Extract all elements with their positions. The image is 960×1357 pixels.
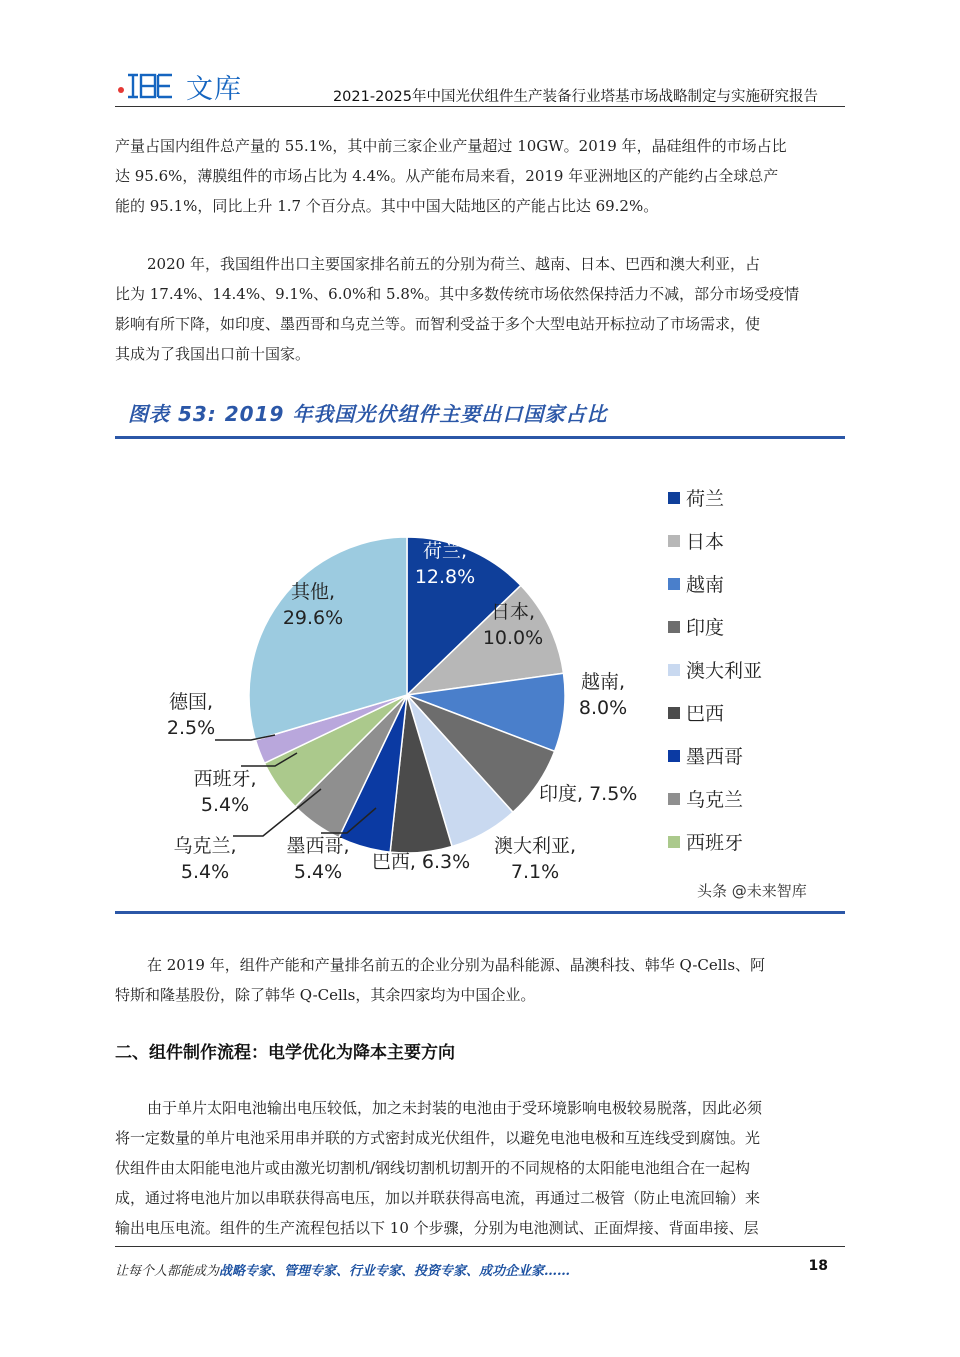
slice-value-label: 12.8% — [414, 566, 476, 588]
text-line: 影响有所下降，如印度、墨西哥和乌克兰等。而智利受益于多个大型电站开标拉动了市场需求，使 — [115, 315, 761, 333]
legend-swatch — [668, 707, 680, 719]
slice-value-label: 5.4% — [180, 861, 230, 883]
paragraph-4 — [115, 1093, 847, 1243]
legend-swatch — [668, 750, 680, 762]
text-line: 产量占国内组件总产量的 55.1%，其中前三家企业产量超过 10GW。2019 年，晶硅组件的市场占比 — [115, 137, 787, 155]
text-line: 输出电压电流。组件的生产流程包括以下 10 个步骤，分别为电池测试、正面焊接、背面串接、层 — [115, 1219, 759, 1237]
footer-prefix: 让每个人都能成为 — [115, 1264, 220, 1279]
paragraph-2 — [115, 249, 847, 369]
footer-divider — [115, 1246, 845, 1247]
legend-label: 越南 — [686, 574, 725, 596]
section-heading: 二、组件制作流程：电学优化为降本主要方向 — [115, 1043, 455, 1063]
footer-slogan — [115, 1260, 570, 1279]
legend-swatch — [668, 793, 680, 805]
figure-top-rule — [115, 436, 845, 439]
legend-swatch — [668, 492, 680, 504]
legend-label: 巴西 — [686, 703, 725, 725]
logo-mark-icon — [118, 71, 176, 101]
logo-text: 文库 — [186, 73, 242, 105]
slice-value-label: 5.4% — [293, 861, 343, 883]
slice-label: 墨西哥, — [286, 835, 350, 857]
slice-label: 澳大利亚, — [493, 835, 577, 857]
slice-label: 德国, — [168, 691, 214, 713]
text-line: 其成为了我国出口前十国家。 — [115, 345, 311, 363]
report-title: 2021-2025年中国光伏组件生产装备行业塔基市场战略制定与实施研究报告 — [332, 89, 818, 105]
slice-value-label: 7.1% — [510, 861, 560, 883]
paragraph-1 — [115, 131, 847, 221]
legend-swatch — [668, 836, 680, 848]
slice-label: 其他, — [290, 581, 336, 603]
legend-label: 澳大利亚 — [686, 660, 763, 682]
text-line: 能的 95.1%，同比上升 1.7 个百分点。其中中国大陆地区的产能占比达 69.2%。 — [115, 197, 659, 215]
slice-label: 荷兰, — [422, 540, 468, 562]
slice-value-label: 5.4% — [200, 794, 250, 816]
legend-label: 荷兰 — [686, 488, 725, 510]
slice-value-label: 10.0% — [482, 627, 544, 649]
text-line: 在 2019 年，组件产能和产量排名前五的企业分别为晶科能源、晶澳科技、韩华 Q-Cells、阿 — [147, 956, 766, 974]
legend-label: 乌克兰 — [686, 789, 744, 811]
slice-label: 乌克兰, — [173, 835, 237, 857]
text-line: 将一定数量的单片电池采用串并联的方式密封成光伏组件，以避免电池电极和互连线受到腐蚀。光 — [115, 1129, 761, 1147]
legend-label: 西班牙 — [686, 832, 744, 854]
legend-swatch — [668, 664, 680, 676]
figure-source: 头条 @未来智库 — [697, 882, 807, 900]
legend-label: 印度 — [686, 617, 725, 639]
legend-label: 墨西哥 — [686, 746, 744, 768]
text-line: 比为 17.4%、14.4%、9.1%、6.0%和 5.8%。其中多数传统市场依然保持活力不减，部分市场受疫情 — [115, 285, 800, 303]
text-line: 2020 年，我国组件出口主要国家排名前五的分别为荷兰、越南、日本、巴西和澳大利亚，占 — [147, 255, 760, 273]
figure-bottom-rule — [115, 911, 845, 914]
text-line: 伏组件由太阳能电池片或由激光切割机/钢线切割机切割开的不同规格的太阳能电池组合在一起构 — [115, 1159, 751, 1177]
header-divider — [115, 106, 845, 107]
slice-label: 印度, 7.5% — [539, 783, 638, 805]
slice-label: 巴西, 6.3% — [371, 851, 471, 873]
legend-swatch — [668, 621, 680, 633]
logo — [118, 66, 242, 106]
figure-title: 图表 53: 2019 年我国光伏组件主要出口国家占比 — [128, 402, 608, 426]
slice-label: 日本, — [490, 601, 536, 623]
pie-chart — [115, 440, 845, 910]
slice-value-label: 29.6% — [282, 607, 344, 629]
legend-swatch — [668, 578, 680, 590]
page-header — [0, 0, 960, 112]
page-number: 18 — [808, 1258, 828, 1274]
text-line: 特斯和隆基股份，除了韩华 Q-Cells，其余四家均为中国企业。 — [115, 986, 536, 1004]
footer-highlight: 战略专家、管理专家、行业专家、投资专家、成功企业家…… — [219, 1264, 571, 1279]
paragraph-3 — [115, 950, 847, 1010]
legend-label: 日本 — [686, 531, 725, 553]
slice-label: 西班牙, — [193, 768, 257, 790]
text-line: 由于单片太阳电池输出电压较低，加之未封装的电池由于受环境影响电极较易脱落，因此必须 — [147, 1099, 763, 1117]
slice-value-label: 8.0% — [578, 697, 628, 719]
legend-swatch — [668, 535, 680, 547]
slice-value-label: 2.5% — [166, 717, 216, 739]
text-line: 成，通过将电池片加以串联获得高电压，加以并联获得高电流，再通过二极管（防止电流回输）来 — [115, 1189, 761, 1207]
text-line: 达 95.6%，薄膜组件的市场占比为 4.4%。从产能布局来看，2019 年亚洲地区的产能约占全球总产 — [115, 167, 779, 185]
slice-label: 越南, — [580, 671, 626, 693]
